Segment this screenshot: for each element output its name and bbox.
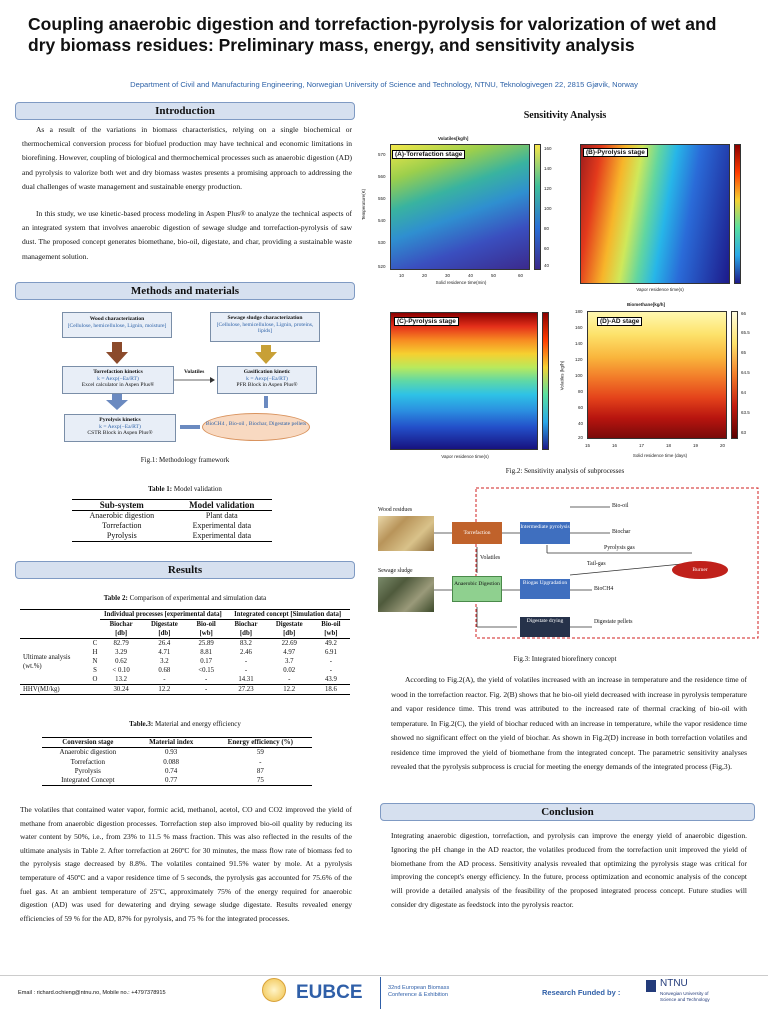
t2-cell: 8.81 [200, 649, 213, 656]
plot-a-ytick: 520 [378, 264, 386, 269]
t2-cell: - [244, 667, 248, 674]
plot-d-ytick: 40 [578, 421, 584, 426]
results-paragraph: The volatiles that contained water vapor, formic acid, methanol, acetol, CO and CO2 improved the yield of methane from anaerobic digestion processes. Torrefaction step also improved bio-oil quality by reducing its water content by 50%, i.e., from 23% to 11.5 % mass fraction. This was also reflected in the results of the ultimate analysis in Table 2. After torrefaction at 260ºC for 30 minutes, the mass flow rate of biomass fed to the pyrolysis stage decreased by 8.8%. The volatiles contained 91.5% water by mole. At a pyrolysis temperature of 450ºC and a vapor residence time of 5 seconds, the pyrolysis gas accounted for 75.6% of the fuel gas. At an ambient temperature of 25ºC, approximately 75% of the energy required for anaerobic digestion (AD) was used for dewatering and drying sewage sludge digestate. Results revealed energy efficiencies of 59 % for the AD, 87% for pyrolysis, and 75 % for the integrated processes. [20, 805, 352, 923]
plot-d-label: (D)-AD stage [597, 317, 642, 326]
intermediate-pyrolysis-box: Intermediate pyrolysis [520, 522, 570, 544]
t2-cell: 2.46 [240, 649, 252, 656]
t2-cell: 0.17 [200, 658, 213, 665]
pyro-kin-eq: k = Aexp(−Ea/RT) [99, 423, 141, 430]
plot-d-ytick: 180 [575, 309, 583, 314]
t2-cell: 0.62 [115, 658, 128, 665]
digestate-drying-box: Digestate drying [520, 617, 570, 637]
plot-d-xtick: 20 [720, 443, 726, 448]
conference-line1: 32nd European Biomass [388, 985, 450, 991]
footer-email[interactable]: Email : richard.ochieng@ntnu.no, Mobile no.: +4797378915 [18, 990, 166, 996]
gas-kin-eq: k = Aexp(−Ea/RT) [246, 375, 288, 382]
t2-cell: 0.68 [158, 667, 171, 674]
plot-d-ctick: 65 [741, 350, 747, 355]
t2-cell: - [205, 676, 208, 683]
t3-cell: 59 [256, 748, 264, 757]
t2-cell: 4.97 [283, 649, 296, 656]
plot-d-xtick: 17 [639, 443, 645, 448]
tail-gas-label: Tail-gas [587, 561, 606, 567]
t1-cell: Anaerobic digestion [89, 511, 155, 520]
methods-heading: Methods and materials [15, 282, 355, 300]
t1-cell: Experimental data [192, 531, 252, 540]
gasification-kinetic-box [217, 366, 317, 394]
t3-cell: Pyrolysis [74, 766, 101, 775]
t2-group-individual: Individual processes [experimental data] [100, 610, 225, 620]
arrow-wood-down [106, 342, 128, 364]
plot-d-xlabel: Solid residence time (days) [632, 453, 688, 458]
t2-cell: 43.9 [324, 676, 337, 683]
t2-element: H [92, 649, 98, 656]
wreath-logo-icon [262, 978, 286, 1002]
ntnu-sub-line1: Norwegian University of [660, 991, 709, 996]
t3-header: Energy efficiency (%) [227, 738, 293, 746]
burner-ellipse: Burner [672, 561, 728, 579]
intro-paragraph-2: In this study, we use kinetic-based process modeling in Aspen Plus® to analyze the technical aspects of an integrated system that involves anaerobic digestion of sewage sludge and torrefaction-pyrolysis of saw dust. The proposed concept generates biomethane, bio-oil, digestate, and char, providing a sustainable waste management solution. [22, 209, 352, 261]
pyro-kin-title: Pyrolysis kinetics [99, 417, 141, 423]
t2-row-group [20, 639, 90, 649]
t2-element: C [92, 640, 98, 647]
table1-caption [15, 485, 355, 493]
t2-cell: 27.23 [238, 686, 254, 693]
plot-a-ytick: 560 [378, 174, 386, 179]
t2-cell: - [244, 658, 248, 665]
t2-cell: 3.7 [284, 658, 294, 665]
t1-cell: Plant data [205, 511, 238, 520]
t3-cell: Torrefaction [70, 757, 106, 766]
plot-d [559, 298, 765, 463]
gas-kin-block: PFR Block in Aspen Plus® [236, 382, 298, 388]
wood-char-sub: [Cellulose, hemicellulose, Lignin, moisture] [67, 322, 167, 329]
plot-d-ytick: 60 [578, 405, 584, 410]
plot-c-label: (C)-Pyrolysis stage [394, 317, 459, 326]
volatiles-label-fig3: Volatiles [480, 555, 501, 561]
conclusion-heading: Conclusion [380, 803, 755, 821]
plot-a-xtick: 30 [445, 273, 451, 278]
table-row [72, 521, 272, 531]
wood-residues-photo [378, 516, 434, 551]
pyrolysis-kinetics-box [64, 414, 176, 442]
intro-paragraph-1: As a result of the variations in biomass characteristics, relying on a single biochemical or thermochemical conversion process for biofuel production may have technical and economic limitations in biorefining. However, coupling of biological and thermochemical processes such as anaerobic digestion (AD) and pyrolysis to valorize both wet and dry biomass wastes presents a promising approach to addressing the dual challenges of waste management and sustainable energy production. [22, 125, 352, 191]
t2-cell: - [205, 686, 208, 693]
sewage-sludge-label: Sewage sludge [378, 568, 413, 574]
torr-kin-block: Excel calculator in Aspen Plus® [81, 382, 155, 388]
table3-caption-label: Table.3: [129, 720, 154, 728]
plot-d-ylabel: Volatiles (kg/h) [559, 360, 565, 391]
t2-cell: 12.2 [158, 686, 171, 693]
table-row [72, 531, 272, 542]
plot-b-colorbar [734, 144, 741, 284]
torrefaction-box: Torrefaction [452, 522, 502, 544]
plot-d-ytick: 160 [575, 325, 583, 330]
table-row [72, 511, 272, 522]
biocH4-label: BioCH4 [594, 586, 614, 592]
table1-caption-label: Table 1: [148, 485, 173, 493]
plot-d-title: Biomethane[kg/h] [627, 302, 666, 307]
conclusion-paragraph: Integrating anaerobic digestion, torrefaction, and pyrolysis can improve the energy yield of anaerobic digestion. Ignoring the pH change in the AD reactor, the volatiles produced from the torrefaction unit improved the yield of biomethane from the AD process. Sensitivity analysis revealed that optimizing the pyrolysis stage was critical for improving the concept's energy efficiency. In the future, process optimization and economic analysis of the concept will provide a detailed analysis of the feasibility of the proposed integrated process concept. Future studies will consider dry digestate as feedstock into the pyrolysis reactor. [391, 831, 747, 909]
biochar-label: Biochar [612, 529, 631, 535]
sludge-char-title: Sewage sludge characterization [227, 315, 303, 321]
plot-d-ytick: 140 [575, 341, 583, 346]
t1-header-subsystem: Sub-system [99, 500, 144, 510]
t3-cell: - [259, 757, 262, 766]
t3-cell: 0.93 [165, 748, 178, 757]
t2-cell: <0.15 [198, 667, 215, 674]
plot-d-ytick: 20 [578, 435, 584, 440]
sludge-char-sub: [Cellulose, hemicellulose, Lignin, proteins, lipids] [216, 321, 314, 334]
ntnu-logo-text: NTNU [660, 978, 688, 989]
plot-a-title: Volatiles[kg/h] [438, 136, 469, 141]
table2-caption [15, 594, 355, 602]
plot-a-ylabel: Temperature(K) [361, 188, 367, 221]
table2-caption-text: Comparison of experimental and simulation data [127, 594, 267, 602]
t2-row-group: Ultimate analysis (wt.%) [23, 653, 71, 670]
t2-cell: 6.91 [324, 649, 337, 656]
research-funded-label: Research Funded by : [542, 988, 621, 997]
t2-cell: 25.89 [198, 640, 214, 647]
t3-header: Conversion stage [62, 738, 114, 746]
footer [0, 975, 768, 1024]
plot-a-xtick: 40 [468, 273, 474, 278]
table-row [20, 648, 350, 657]
pyrolysis-gas-label: Pyrolysis gas [604, 545, 635, 551]
plot-b-label: (B)-Pyrolysis stage [583, 148, 648, 157]
plot-a-xtick: 60 [518, 273, 524, 278]
t2-cell: 22.69 [281, 640, 297, 647]
biorefinery-diagram [372, 485, 762, 645]
plot-d-ctick: 63.5 [741, 410, 750, 415]
plot-a-label: (A)-Torrefaction stage [392, 150, 465, 159]
t1-cell: Pyrolysis [106, 531, 137, 540]
t2-cell: - [329, 658, 333, 665]
volatiles-arrowhead [210, 377, 215, 383]
plot-d-xtick: 15 [585, 443, 591, 448]
sewage-sludge-photo [378, 577, 434, 612]
t2-group-integrated: Integrated concept [Simulation data] [225, 610, 350, 620]
t2-col-header: Bio-oil [wb] [321, 621, 341, 637]
table-row [42, 748, 312, 758]
table-row [42, 758, 312, 767]
plot-d-ctick: 66 [741, 311, 747, 316]
t2-cell: 14.31 [238, 676, 254, 683]
table2-caption-label: Table 2: [103, 594, 128, 602]
t2-cell: 13.2 [115, 676, 128, 683]
plot-a-ytick: 530 [378, 240, 386, 245]
discussion-paragraph: According to Fig.2(A), the yield of volatiles increased with an increase in temperature and the residence time of wood in the torrefaction reactor. Fig. 2(B) shows that he bio-oil yield decreased with increase in pyrolysis temperature and vapor residence time. This trend was attributed to the increased rate of thermal cracking of bio-oil with temperature. In Fig.2(C), the yield of biochar reduced with an increase in temperature, while the vapor residence time showed no significant effect on the yield of biochar. As shown in Fig.2(D) increase in both torrefaction volatiles and residence time improved the yield of biomethane from the integrated concept. The parametric sensitivity analyses revealed that the pyrolysis subprocess is crucial for meeting the energy demands of the integrated process (Fig,3). [391, 675, 747, 771]
t3-header: Material index [149, 738, 194, 746]
plot-d-ctick: 63 [741, 430, 747, 435]
t2-cell: 4.71 [158, 649, 171, 656]
t2-cell: 0.02 [283, 667, 296, 674]
table3-caption-text: Material and energy efficiency [153, 720, 241, 728]
fig2-caption: Fig.2: Sensitivity analysis of subprocesses [505, 467, 625, 475]
plot-d-ctick: 64 [741, 390, 747, 395]
fig1-caption: Fig.1: Methodology framework [140, 456, 230, 464]
plot-a-xtick: 50 [491, 273, 497, 278]
table-model-validation [72, 499, 272, 542]
t3-cell: 0.088 [163, 757, 180, 766]
plot-a-ytick: 570 [378, 152, 386, 157]
t2-cell: 26.4 [158, 640, 171, 647]
plot-a-ytick: 550 [378, 196, 386, 201]
t2-cell: - [288, 676, 291, 683]
ntnu-sub-line2: Science and Technology [660, 996, 710, 1002]
plot-a-ctick: 100 [544, 206, 552, 211]
gas-kin-title: Gasification kinetic [243, 369, 291, 375]
wood-char-title: Wood characterization [89, 316, 145, 322]
t2-cell: 18.6 [324, 686, 337, 693]
intro-heading: Introduction [15, 102, 355, 120]
plot-d-heatmap [587, 311, 727, 439]
plot-a-xlabel: Solid residence time(min) [435, 280, 487, 285]
t3-cell: 0.74 [165, 766, 178, 775]
plot-a [361, 132, 570, 292]
arrow-sludge-down [255, 345, 277, 364]
table1-caption-text: Model validation [172, 485, 222, 493]
fig3-caption: Fig.3: Integrated biorefinery concept [513, 655, 617, 663]
t2-cell: - [329, 667, 333, 674]
ntnu-subtitle [660, 991, 710, 1002]
t1-cell: Torrefaction [102, 521, 142, 530]
plot-b-heatmap [580, 144, 730, 284]
eubce-logo: EUBCE [296, 982, 363, 1003]
plot-a-heatmap [390, 144, 530, 270]
t3-cell: 0.77 [165, 776, 178, 785]
t2-cell: 83.2 [240, 640, 252, 647]
results-heading: Results [15, 561, 355, 579]
table-efficiency [42, 737, 312, 786]
plot-c-colorbar [542, 312, 549, 450]
footer-divider [380, 977, 381, 1009]
arrow-torr-down [106, 394, 128, 410]
plot-d-ytick: 80 [578, 389, 584, 394]
plot-d-xtick: 18 [666, 443, 672, 448]
table-comparison [20, 609, 350, 695]
table-row [42, 776, 312, 786]
plot-a-ctick: 60 [544, 246, 550, 251]
t2-cell: 49.2 [324, 640, 337, 647]
digestate-pellets-label: Digestate pellets [594, 619, 633, 625]
t3-cell: Integrated Concept [61, 776, 115, 785]
t2-cell: 82.79 [113, 640, 129, 647]
plot-a-colorbar [534, 144, 541, 270]
table3-caption [15, 720, 355, 728]
t2-cell: 12.2 [283, 686, 296, 693]
table-row [20, 639, 350, 649]
plot-a-ctick: 160 [544, 146, 552, 151]
anaerobic-digestion-box: Anaerobic Digestion [452, 576, 502, 602]
t2-hhv-label: HHV(MJ/kg) [23, 686, 60, 693]
t2-col-header: Biochar [db] [109, 621, 133, 637]
plot-a-ctick: 40 [544, 263, 550, 268]
t1-cell: Experimental data [192, 521, 252, 530]
ntnu-logo-icon [646, 980, 656, 992]
plot-c-xlabel: Vapor residence time(s) [441, 454, 489, 459]
plot-a-xtick: 10 [399, 273, 405, 278]
plot-d-ctick: 65.5 [741, 330, 750, 335]
t2-row-group [20, 675, 90, 685]
pyro-kin-block: CSTR Block in Aspen Plus® [87, 430, 153, 436]
plot-d-ytick: 120 [575, 357, 583, 362]
t1-header-validation: Model validation [189, 500, 255, 510]
plot-a-ctick: 80 [544, 226, 550, 231]
t2-cell: - [163, 676, 166, 683]
plot-d-ytick: 100 [575, 373, 583, 378]
table-row [20, 675, 350, 685]
t2-element: O [92, 676, 98, 683]
methodology-diagram [62, 312, 342, 447]
t3-cell: 75 [256, 776, 264, 785]
t2-col-header: Bio-oil [wb] [196, 621, 216, 637]
torr-kin-title: Torrefaction kinetics [93, 369, 143, 375]
t2-element: S [93, 667, 97, 674]
t2-col-header: Biochar [db] [234, 621, 258, 637]
t2-col-header: Digestate [db] [275, 621, 303, 637]
torrefaction-kinetics-box [62, 366, 174, 394]
t2-col-header: Digestate [db] [150, 621, 178, 637]
t2-cell: < 0.10 [112, 667, 130, 674]
biogas-upgradation-box: Biogas Upgradation [520, 579, 570, 599]
plot-d-xtick: 16 [612, 443, 618, 448]
t2-cell: 3.29 [115, 649, 128, 656]
volatiles-label: Volatiles [184, 369, 205, 375]
t3-cell: 87 [256, 766, 264, 775]
poster-title: Coupling anaerobic digestion and torrefaction-pyrolysis for valorization of wet and dry biomass residues: Preliminary mass, energy, and sensitivity analysis [28, 14, 717, 55]
sensitivity-heading: Sensitivity Analysis [523, 110, 607, 121]
plot-b-xlabel: Vapor residence time(s) [636, 287, 684, 292]
plot-a-ytick: 540 [378, 218, 386, 223]
products-ellipse: BioCH4 , Bio-oil , Biochar, Digestate pellets [202, 413, 310, 441]
t2-cell: 3.2 [160, 658, 169, 665]
wood-residues-label: Wood residues [378, 507, 413, 513]
affiliation: Department of Civil and Manufacturing Engineering, Norwegian University of Science and Technology, NTNU, Teknologivegen 22, 2815 Gjøvik, Norway [130, 80, 638, 89]
bio-oil-label: Bio-oil [612, 503, 629, 509]
plot-d-ctick: 64.5 [741, 370, 750, 375]
plot-b [575, 140, 755, 300]
t2-cell: 30.24 [113, 686, 129, 693]
plot-a-xtick: 20 [422, 273, 428, 278]
plot-c [390, 308, 560, 468]
plot-c-heatmap [390, 312, 538, 450]
plot-a-ctick: 120 [544, 186, 552, 191]
conference-name [388, 985, 449, 999]
torr-kin-eq: k = Aexp(−Ea/RT) [97, 375, 139, 382]
plot-d-colorbar [731, 311, 738, 439]
plot-a-ctick: 140 [544, 166, 552, 171]
t3-cell: Anaerobic digestion [59, 748, 117, 757]
t2-element: N [92, 658, 98, 665]
plot-d-xtick: 19 [693, 443, 699, 448]
conference-line2: Conference & Exhibition [388, 992, 449, 998]
table-row [42, 767, 312, 776]
